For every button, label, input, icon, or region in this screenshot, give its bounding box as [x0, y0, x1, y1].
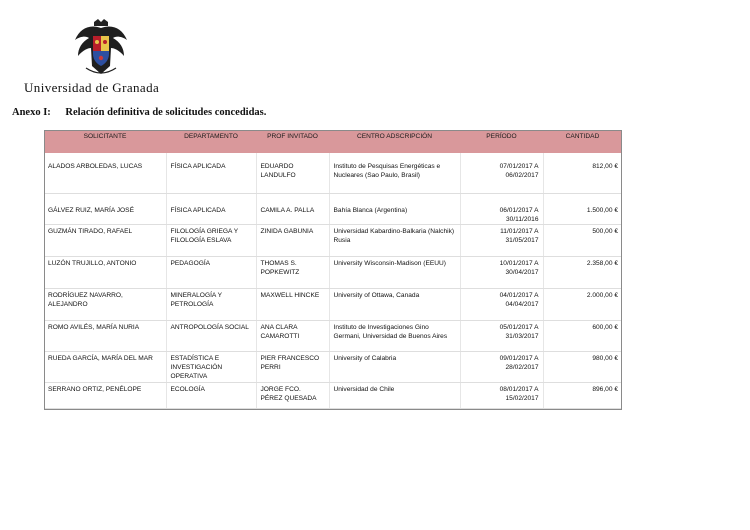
periodo-desde: 09/01/2017 A — [499, 354, 539, 362]
table-row — [44, 382, 622, 408]
periodo-hasta: 04/04/2017 — [505, 300, 539, 308]
annex-label: Anexo I: — [12, 107, 51, 118]
periodo-desde: 04/01/2017 A — [499, 291, 539, 299]
cell-prof-invitado: THOMAS S. POPKEWITZ — [256, 256, 329, 288]
column-header-cantidad: CANTIDAD — [543, 130, 622, 153]
annex-heading — [12, 107, 266, 118]
cell-departamento: FÍSICA APLICADA — [166, 153, 256, 193]
cell-solicitante: GUZMÁN TIRADO, RAFAEL — [44, 224, 166, 256]
column-header-periodo: PERÍODO — [460, 130, 543, 153]
cell-periodo — [460, 382, 543, 408]
cell-periodo — [460, 193, 543, 224]
cell-centro: University of Calabria — [329, 351, 460, 382]
cell-centro: Universidad Kabardino-Balkaria (Nalchik) Rusia — [329, 224, 460, 256]
cell-cantidad: 500,00 € — [543, 224, 622, 256]
cell-cantidad: 896,00 € — [543, 382, 622, 408]
periodo-desde: 07/01/2017 A — [499, 163, 539, 170]
periodo-hasta: 30/11/2016 — [505, 215, 539, 223]
table-row — [44, 153, 622, 193]
cell-solicitante: LUZÓN TRUJILLO, ANTONIO — [44, 256, 166, 288]
table-row — [44, 351, 622, 382]
cell-prof-invitado: JORGE FCO. PÉREZ QUESADA — [256, 382, 329, 408]
cell-prof-invitado: ANA CLARA CAMAROTTI — [256, 320, 329, 351]
cell-solicitante: GÁLVEZ RUIZ, MARÍA JOSÉ — [44, 193, 166, 224]
column-header-departamento: DEPARTAMENTO — [166, 130, 256, 153]
cell-periodo — [460, 288, 543, 320]
cell-periodo — [460, 256, 543, 288]
cell-cantidad: 1.500,00 € — [543, 193, 622, 224]
cell-periodo — [460, 153, 543, 193]
cell-solicitante: SERRANO ORTIZ, PENÉLOPE — [44, 382, 166, 408]
periodo-hasta: 30/04/2017 — [505, 268, 539, 276]
periodo-hasta: 06/02/2017 — [505, 172, 539, 179]
cell-departamento: FILOLOGÍA GRIEGA Y FILOLOGÍA ESLAVA — [166, 224, 256, 256]
cell-prof-invitado: MAXWELL HINCKE — [256, 288, 329, 320]
periodo-desde: 06/01/2017 A — [499, 206, 539, 214]
coat-of-arms-icon — [72, 18, 130, 78]
cell-centro: Bahía Blanca (Argentina) — [329, 193, 460, 224]
cell-departamento: MINERALOGÍA Y PETROLOGÍA — [166, 288, 256, 320]
cell-centro: University Wisconsin-Madison (EEUU) — [329, 256, 460, 288]
periodo-desde: 08/01/2017 A — [499, 385, 539, 393]
table-row — [44, 224, 622, 256]
cell-solicitante: ROMO AVILÉS, MARÍA NURIA — [44, 320, 166, 351]
cell-cantidad: 980,00 € — [543, 351, 622, 382]
periodo-hasta: 15/02/2017 — [505, 394, 539, 402]
cell-departamento: PEDAGOGÍA — [166, 256, 256, 288]
cell-cantidad: 812,00 € — [543, 153, 622, 193]
cell-departamento: ECOLOGÍA — [166, 382, 256, 408]
cell-departamento: FÍSICA APLICADA — [166, 193, 256, 224]
periodo-desde: 11/01/2017 A — [500, 227, 539, 235]
cell-centro: University of Ottawa, Canada — [329, 288, 460, 320]
cell-solicitante: RUEDA GARCÍA, MARÍA DEL MAR — [44, 351, 166, 382]
cell-departamento: ANTROPOLOGÍA SOCIAL — [166, 320, 256, 351]
table-row — [44, 320, 622, 351]
column-header-prof-invitado: PROF INVITADO — [256, 130, 329, 153]
table-row — [44, 288, 622, 320]
cell-prof-invitado: ZINIDA GABUNIA — [256, 224, 329, 256]
periodo-desde: 05/01/2017 A — [499, 323, 539, 331]
column-header-centro: CENTRO ADSCRIPCIÓN — [329, 130, 460, 153]
periodo-hasta: 28/02/2017 — [505, 363, 539, 371]
periodo-desde: 10/01/2017 A — [499, 259, 539, 267]
annex-title: Relación definitiva de solicitudes concedidas. — [65, 107, 267, 118]
cell-solicitante: RODRÍGUEZ NAVARRO, ALEJANDRO — [44, 288, 166, 320]
cell-solicitante: ALADOS ARBOLEDAS, LUCAS — [44, 153, 166, 193]
cell-centro: Instituto de Investigaciones Gino Germani, Universidad de Buenos Aires — [329, 320, 460, 351]
cell-prof-invitado: PIER FRANCESCO PERRI — [256, 351, 329, 382]
cell-periodo — [460, 224, 543, 256]
table-header-row — [44, 130, 622, 153]
cell-cantidad: 2.358,00 € — [543, 256, 622, 288]
cell-centro: Instituto de Pesquisas Energéticas e Nucleares (Sao Paulo, Brasil) — [329, 153, 460, 193]
cell-cantidad: 2.000,00 € — [543, 288, 622, 320]
cell-periodo — [460, 320, 543, 351]
periodo-hasta: 31/05/2017 — [505, 236, 539, 244]
table-row — [44, 193, 622, 224]
cell-cantidad: 600,00 € — [543, 320, 622, 351]
cell-periodo — [460, 351, 543, 382]
periodo-hasta: 31/03/2017 — [505, 332, 539, 340]
university-name: Universidad de Granada — [24, 80, 160, 95]
table-row — [44, 256, 622, 288]
cell-departamento: ESTADÍSTICA E INVESTIGACIÓN OPERATIVA — [166, 351, 256, 382]
cell-prof-invitado: EDUARDO LANDULFO — [256, 153, 329, 193]
grants-table — [44, 130, 622, 409]
cell-prof-invitado: CAMILA A. PALLA — [256, 193, 329, 224]
column-header-solicitante: SOLICITANTE — [44, 130, 166, 153]
cell-centro: Universidad de Chile — [329, 382, 460, 408]
